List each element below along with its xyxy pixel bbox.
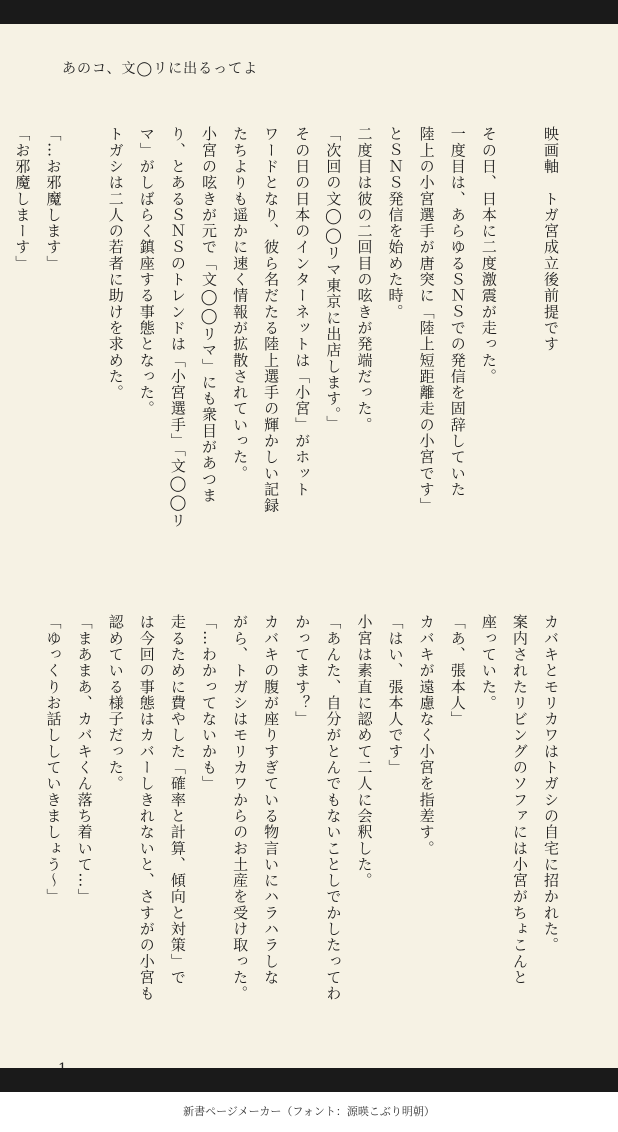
text-line: 案内されたリビングのソファには小宮がちょこんと	[510, 614, 529, 986]
text-line: 座っていた。	[479, 614, 498, 711]
text-line: 「…お邪魔します」	[44, 126, 63, 272]
text-line: その日、日本に二度激震が走った。	[479, 126, 498, 385]
text-line: 二度目は彼の二回目の呟きが発端だった。	[355, 126, 374, 433]
text-line: 「次回の文◯◯リマ東京に出店します。」	[324, 126, 343, 432]
credit-caption: 新書ページメーカー（フォント：源暎こぶり明朝）	[0, 1092, 618, 1132]
text-line: り、とあるＳＮＳのトレンドは「小宮選手」「文◯◯リ	[168, 126, 187, 529]
book-page	[0, 24, 618, 1068]
text-line: 小宮は素直に認めて二人に会釈した。	[355, 614, 374, 889]
text-line: 認めている様子だった。	[106, 614, 125, 792]
text-line: 「お邪魔しまーす」	[13, 126, 32, 272]
text-line: とＳＮＳ発信を始めた時。	[386, 126, 405, 320]
top-black-bar	[0, 0, 618, 24]
text-line: その日の日本のインターネットは「小宮」がホット	[293, 126, 312, 498]
text-line: カバキの腹が座りすぎている物言いにハラハラしな	[262, 614, 281, 986]
running-header: あのコ、文◯リに出るってよ	[62, 61, 259, 77]
text-line: カバキが遠慮なく小宮を指差す。	[417, 614, 436, 857]
text-line: は今回の事態はカバーしきれないと、さすがの小宮も	[137, 614, 156, 1002]
text-line	[69, 126, 100, 566]
text-line: 「あんた、自分がとんでもないことしでかしたってわ	[324, 614, 343, 1002]
text-block-lower	[44, 614, 566, 1054]
text-line: トガシは二人の若者に助けを求めた。	[106, 126, 125, 401]
text-line: 「まあまあ、カバキくん落ち着いて…」	[75, 614, 94, 905]
text-line: カバキとモリカワはトガシの自宅に招かれた。	[542, 614, 560, 954]
text-line: 「…わかってないかも」	[199, 614, 218, 792]
text-line: 「ゆっくりお話ししていきましょう～」	[44, 614, 63, 905]
text-line: がら、トガシはモリカワからのお土産を受け取った。	[231, 614, 250, 1002]
text-line: かってます？」	[293, 614, 312, 728]
text-line: 小宮の呟きが元で「文◯◯リマ」にも衆目があつま	[199, 126, 218, 504]
text-line: 映画軸 トガ宮成立後前提です	[542, 126, 560, 353]
text-block-upper	[13, 126, 566, 566]
text-line: マ」がしばらく鎮座する事態となった。	[137, 126, 156, 417]
text-line: 走るために費やした「確率と計算、傾向と対策」で	[168, 614, 187, 986]
text-line: 一度目は、あらゆるＳＮＳでの発信を固辞していた	[448, 126, 467, 498]
bottom-black-bar	[0, 1068, 618, 1092]
text-line: 「はい、張本人です」	[386, 614, 405, 776]
text-line: ワードとなり、彼ら名だたる陸上選手の輝かしい記録	[262, 126, 281, 514]
text-line	[504, 126, 535, 566]
text-line: たちよりも遥かに速く情報が拡散されていった。	[231, 126, 250, 482]
text-line: 「あ、張本人」	[448, 614, 467, 728]
text-line: 陸上の小宮選手が唐突に「陸上短距離走の小宮です」	[417, 126, 436, 514]
